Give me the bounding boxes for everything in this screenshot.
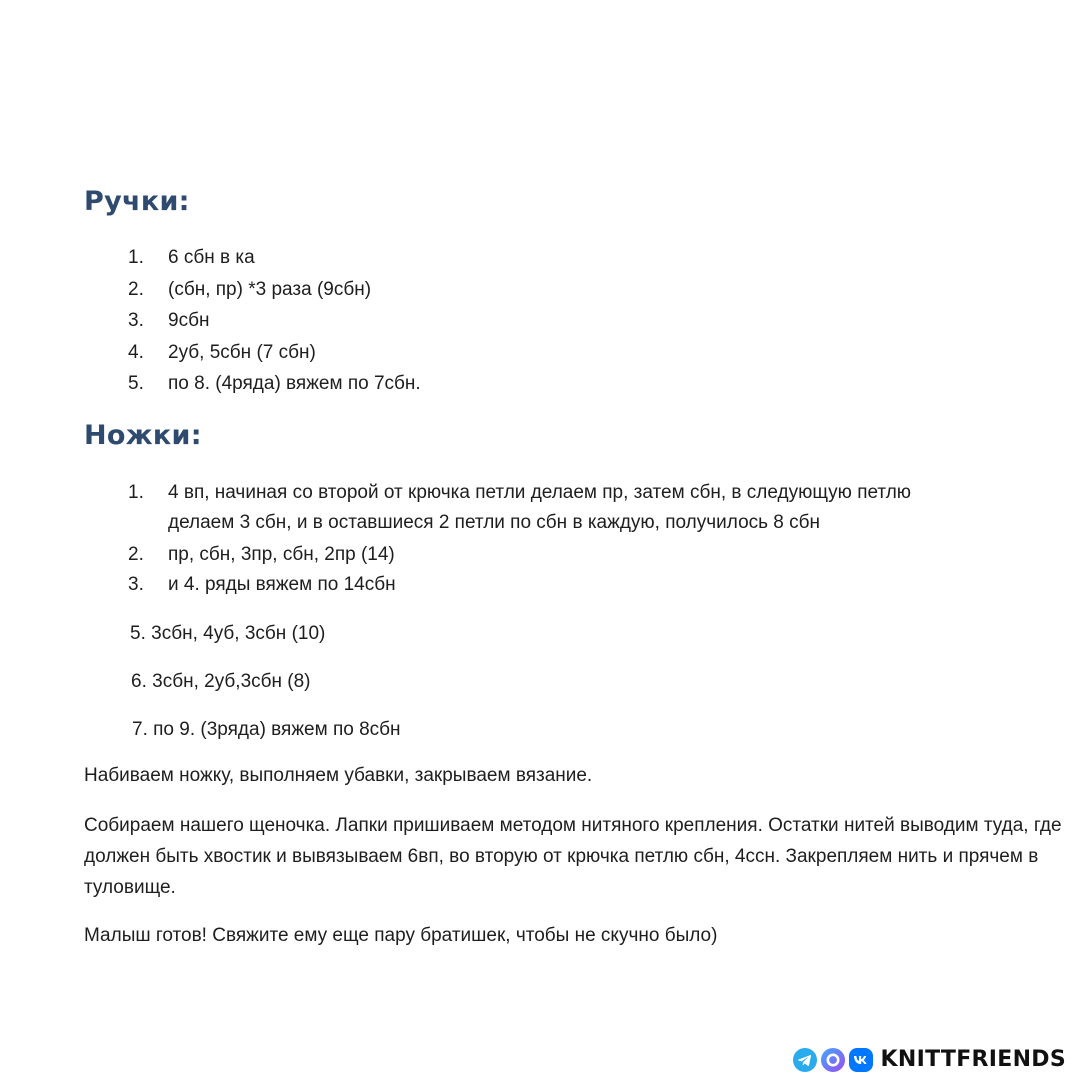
list-item-text: 6 сбн в ка	[168, 247, 255, 268]
list-item-text: 4 вп, начиная со второй от крючка петли делаем пр, затем сбн, в следующую петлю	[168, 482, 912, 503]
list-item-text: и 4. ряды вяжем по 14сбн	[168, 574, 396, 595]
list-item-number: 1.	[128, 247, 144, 268]
list-item-number: 2.	[128, 544, 144, 565]
paragraph-finish: Малыш готов! Свяжите ему еще пару братишек, чтобы не скучно было)	[84, 925, 718, 946]
list-item-text: 2уб, 5сбн (7 сбн)	[168, 342, 316, 363]
list-item-number: 3.	[128, 574, 144, 595]
telegram-icon	[793, 1048, 817, 1072]
brand-name: KNITTFRIENDS	[880, 1047, 1066, 1072]
list-item-text: по 8. (4ряда) вяжем по 7сбн.	[168, 373, 421, 394]
list-item: 6. 3сбн, 2уб,3сбн (8)	[131, 671, 311, 692]
section-title-legs: Ножки:	[84, 420, 202, 451]
paragraph-assembly: Собираем нашего щеночка. Лапки пришиваем методом нитяного крепления. Остатки нитей выводим туда, где должен быть хвостик и вывязываем 6вп, во вторую от крючка петлю сбн, 4ссн. Закрепляем нить и прячем в туловище.	[84, 815, 1062, 898]
list-item-text: (сбн, пр) *3 раза (9сбн)	[168, 279, 372, 300]
list-item-number: 4.	[128, 342, 144, 363]
brand-watermark	[793, 1047, 1066, 1072]
vk-icon	[849, 1048, 873, 1072]
list-item: 7. по 9. (3ряда) вяжем по 8сбн	[132, 719, 401, 740]
list-item-text: пр, сбн, 3пр, сбн, 2пр (14)	[168, 544, 395, 565]
list-item-number: 2.	[128, 279, 144, 300]
max-messenger-icon	[821, 1048, 845, 1072]
list-item-text: 9сбн	[168, 310, 210, 331]
paragraph-stuffing: Набиваем ножку, выполняем убавки, закрываем вязание.	[84, 765, 593, 786]
section-title-hands: Ручки:	[84, 186, 190, 217]
list-item-number: 1.	[128, 482, 144, 503]
list-item-text-continued: делаем 3 сбн, и в оставшиеся 2 петли по сбн в каждую, получилось 8 сбн	[168, 512, 821, 533]
list-item-number: 3.	[128, 310, 144, 331]
list-item-number: 5.	[128, 373, 144, 394]
list-item: 5. 3сбн, 4уб, 3сбн (10)	[130, 623, 326, 644]
